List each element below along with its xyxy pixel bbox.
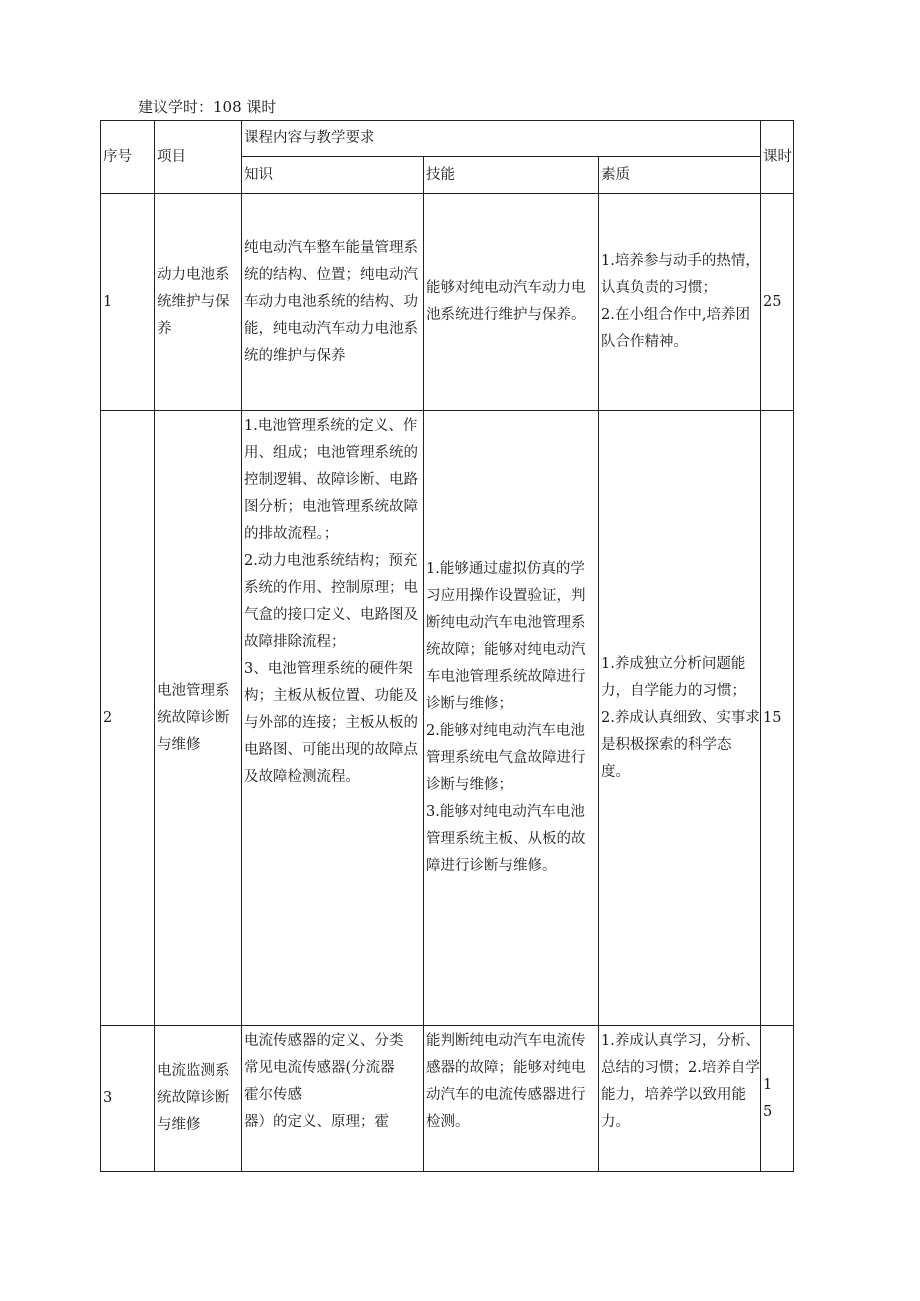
header-project: 项目 <box>155 121 242 194</box>
hours-digit: 5 <box>763 1103 773 1120</box>
row-knowledge: 纯电动汽车整车能量管理系统的结构、位置；纯电动汽车动力电池系统的结构、功能，纯电动汽车动力电池系统的维护与保养 <box>242 194 424 411</box>
row-seq: 3 <box>101 1026 155 1172</box>
row-quality <box>599 194 761 411</box>
hours-digit: 1 <box>763 1076 773 1093</box>
quality-item: 1.培养参与动手的热情，认真负责的习惯； <box>601 253 760 296</box>
row-knowledge <box>242 1026 424 1172</box>
knowledge-line: 霍尔传感 <box>244 1087 302 1103</box>
row-knowledge <box>242 411 424 1026</box>
table-row <box>101 411 794 1026</box>
row-hours: 15 <box>761 411 794 1026</box>
skill-item: 1.能够通过虚拟仿真的学习应用操作设置验证，判断纯电动汽车电池管理系统故障；能够对纯电动汽车电池管理系统故障进行诊断与维修； <box>426 561 586 712</box>
table-header-row <box>101 121 794 157</box>
row-skill: 能判断纯电动汽车电流传感器的故障；能够对纯电动汽车的电流传感器进行检测。 <box>424 1026 599 1172</box>
quality-item: 2.养成认真细致、实事求是积极探索的科学态度。 <box>601 709 760 780</box>
knowledge-item: 1.电池管理系统的定义、作用、组成；电池管理系统的控制逻辑、故障诊断、电路图分析；电池管理系统故障的排故流程。； <box>244 418 418 542</box>
header-knowledge: 知识 <box>242 157 424 194</box>
header-skill: 技能 <box>424 157 599 194</box>
row-hours <box>761 1026 794 1172</box>
row-skill <box>424 411 599 1026</box>
skill-item: 3.能够对纯电动汽车电池管理系统主板、从板的故障进行诊断与维修。 <box>426 804 586 874</box>
row-project: 动力电池系统维护与保养 <box>155 194 242 411</box>
row-quality: 1.养成认真学习，分析、总结的习惯；2.培养自学能力，培养学以致用能力。 <box>599 1026 761 1172</box>
header-quality: 素质 <box>599 157 761 194</box>
row-quality <box>599 411 761 1026</box>
quality-item: 1.养成独立分析问题能力，自学能力的习惯； <box>601 655 746 699</box>
skill-item: 2.能够对纯电动汽车电池管理系统电气盒故障进行诊断与维修； <box>426 723 586 793</box>
quality-item: 2.在小组合作中,培养团队合作精神。 <box>601 307 750 350</box>
knowledge-line: 常见电流传感器(分流器 <box>244 1060 395 1076</box>
knowledge-line: 器）的定义、原理；霍 <box>244 1114 389 1130</box>
header-hours: 课时 <box>761 121 794 194</box>
row-seq: 1 <box>101 194 155 411</box>
table-row <box>101 194 794 411</box>
course-table <box>100 120 794 1172</box>
knowledge-line: 电流传感器的定义、分类 <box>244 1033 404 1049</box>
table-row <box>101 1026 794 1172</box>
suggested-hours-note: 建议学时：108 课时 <box>138 98 277 116</box>
row-project: 电池管理系统故障诊断与维修 <box>155 411 242 1026</box>
knowledge-item: 2.动力电池系统结构；预充系统的作用、控制原理；电气盒的接口定义、电路图及故障排除流程； <box>244 553 418 650</box>
knowledge-item: 3、电池管理系统的硬件架构；主板从板位置、功能及与外部的连接；主板从板的电路图、可能出现的故障点及故障检测流程。 <box>244 661 418 785</box>
row-skill: 能够对纯电动汽车动力电池系统进行维护与保养。 <box>424 194 599 411</box>
header-seq: 序号 <box>101 121 155 194</box>
header-content-group: 课程内容与教学要求 <box>242 121 761 157</box>
row-seq: 2 <box>101 411 155 1026</box>
row-project: 电流监测系统故障诊断与维修 <box>155 1026 242 1172</box>
row-hours: 25 <box>761 194 794 411</box>
